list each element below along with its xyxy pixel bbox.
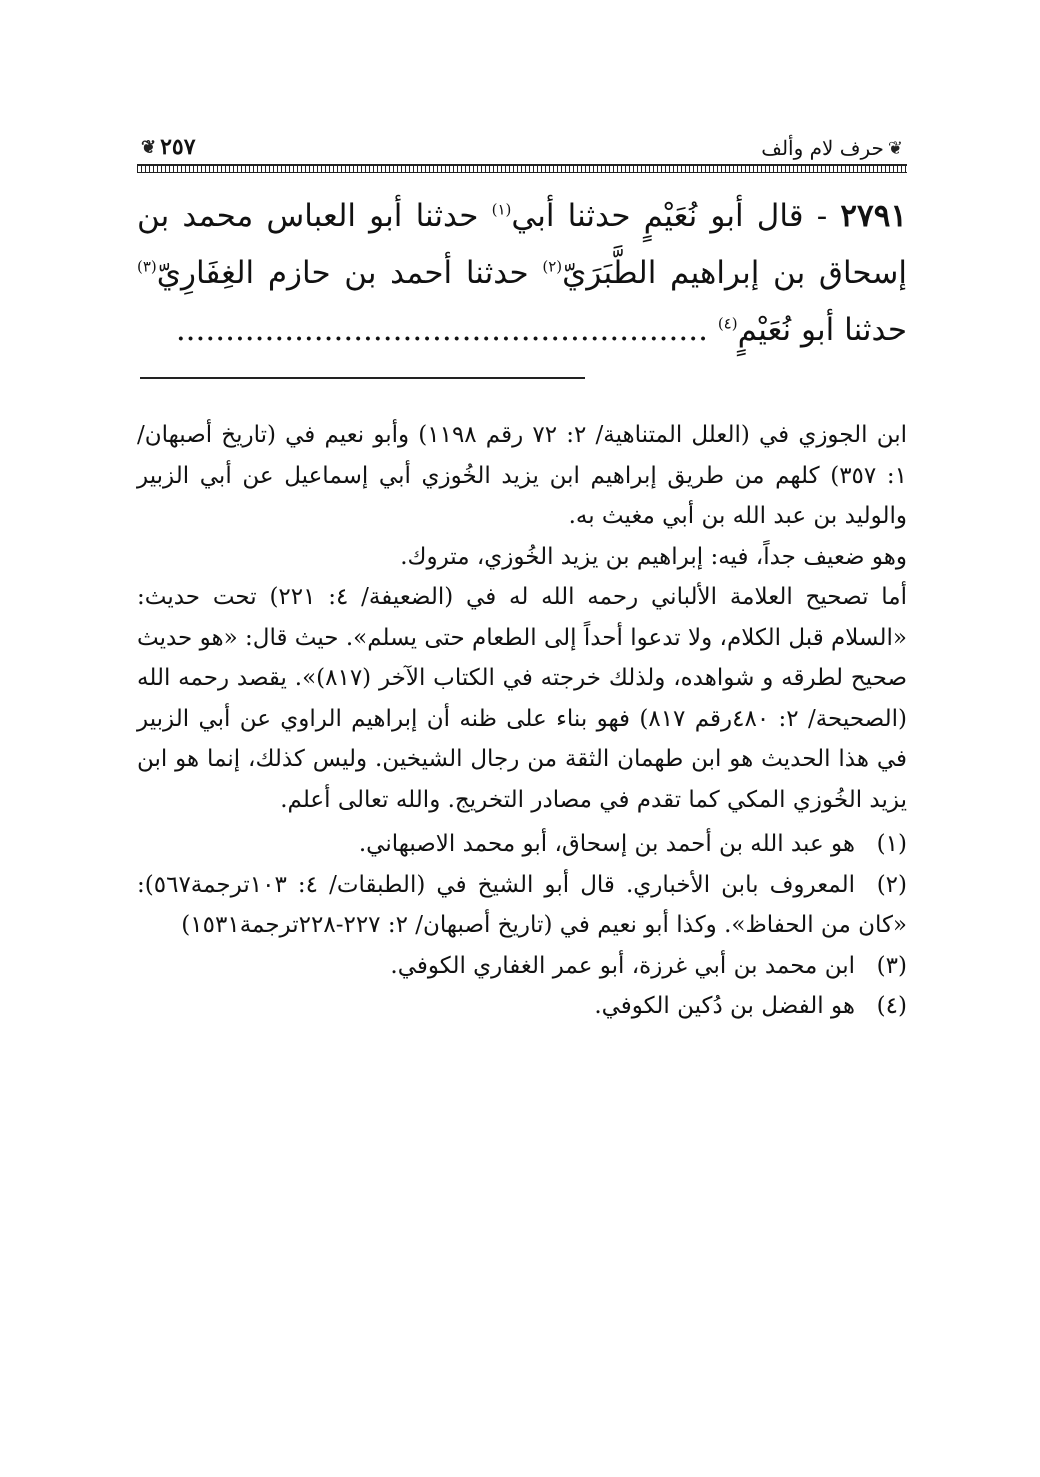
footnote-text: هو الفضل بن دُكين الكوفي. bbox=[594, 993, 855, 1019]
hadith-text-part: حدثنا أبو العباس محمد بن إسحاق بن إبراهيم الطَّبَرَيّ bbox=[137, 198, 907, 291]
hadith-text bbox=[137, 188, 907, 359]
footnote-number: (٣) bbox=[876, 952, 907, 979]
footnote-number: (١) bbox=[876, 831, 907, 857]
footnote-item bbox=[137, 986, 907, 1027]
hadith-text-part: حدثنا أحمد بن حازم الغِفَارِيّ bbox=[156, 255, 543, 291]
commentary-paragraph: أما تصحيح العلامة الألباني رحمه الله له في (الضعيفة/ ٤: ٢٢١) تحت حديث: «السلام قبل الكلام، ولا تدعوا أحداً إلى الطعام حتى يسلم». حيث قال: «هو حديث صحيح لطرقه و شواهده، ولذلك خرجته في الكتاب الآخر (٨١٧)». يقصد رحمه الله (الصحيحة/ ٢: ٤٨٠رقم ٨١٧) فهو بناء على ظنه أن إبراهيم الراوي عن أبي الزبير في هذا الحديث هو ابن طهمان الثقة من رجال الشيخين. وليس كذلك، إنما هو ابن يزيد الخُوزي المكي كما تقدم في مصادر التخريج. والله تعالى أعلم. bbox=[137, 584, 907, 813]
section-title-text: حرف لام وألف bbox=[761, 136, 884, 160]
commentary-paragraph: وهو ضعيف جداً، فيه: إبراهيم بن يزيد الخُوزي، متروك. bbox=[400, 543, 907, 570]
footnote-item bbox=[137, 824, 907, 865]
hadith-number: ٢٧٩١ bbox=[840, 198, 907, 234]
page-number bbox=[141, 134, 196, 160]
footnote-text: المعروف بابن الأخباري. قال أبو الشيخ في (الطبقات/ ٤: ١٠٣ترجمة٥٦٧): «كان من الحفاظ». وكذا أبو نعيم في (تاريخ أصبهان/ ٢: ٢٢٧-٢٢٨ترجمة١٥٣١) bbox=[137, 871, 907, 938]
ornament-icon: ❦ bbox=[887, 137, 903, 159]
footnote-marker: (٣) bbox=[137, 257, 157, 276]
page-header bbox=[137, 130, 907, 174]
footnote-text: هو عبد الله بن أحمد بن إسحاق، أبو محمد الاصبهاني. bbox=[358, 831, 855, 857]
footnote-number: (٤) bbox=[876, 993, 907, 1019]
footnote-text: ابن محمد بن أبي غرزة، أبو عمر الغفاري الكوفي. bbox=[390, 952, 855, 979]
ornament-icon: ❦ bbox=[141, 136, 157, 158]
header-rule bbox=[137, 164, 907, 173]
footnote-marker: (١) bbox=[491, 200, 512, 219]
footnote-marker: (٤) bbox=[717, 314, 738, 333]
commentary-paragraph: ابن الجوزي في (العلل المتناهية/ ٢: ٧٢ رقم ١١٩٨) وأبو نعيم في (تاريخ أصبهان/ ١: ٣٥٧) كلهم من طريق إبراهيم ابن يزيد الخُوزي أبي إسماعيل عن أبي الزبير والوليد بن عبد الله بن أبي مغيث به. bbox=[137, 422, 907, 529]
section-title bbox=[761, 136, 903, 160]
commentary bbox=[137, 415, 907, 820]
page bbox=[137, 130, 907, 1380]
page-number-text: ٢٥٧ bbox=[160, 134, 196, 160]
footnotes bbox=[137, 824, 907, 1027]
hadith-text-part: - قال أبو نُعَيْمٍ حدثنا أبي bbox=[511, 198, 841, 234]
ellipsis-dots: ...................................................... bbox=[175, 312, 718, 348]
footnote-separator bbox=[140, 377, 585, 379]
footnote-item bbox=[137, 946, 907, 987]
footnote-marker: (٢) bbox=[542, 257, 563, 276]
hadith-text-part: حدثنا أبو نُعَيْمٍ bbox=[737, 312, 907, 348]
footnote-number: (٢) bbox=[876, 871, 908, 898]
footnote-item bbox=[137, 865, 907, 946]
